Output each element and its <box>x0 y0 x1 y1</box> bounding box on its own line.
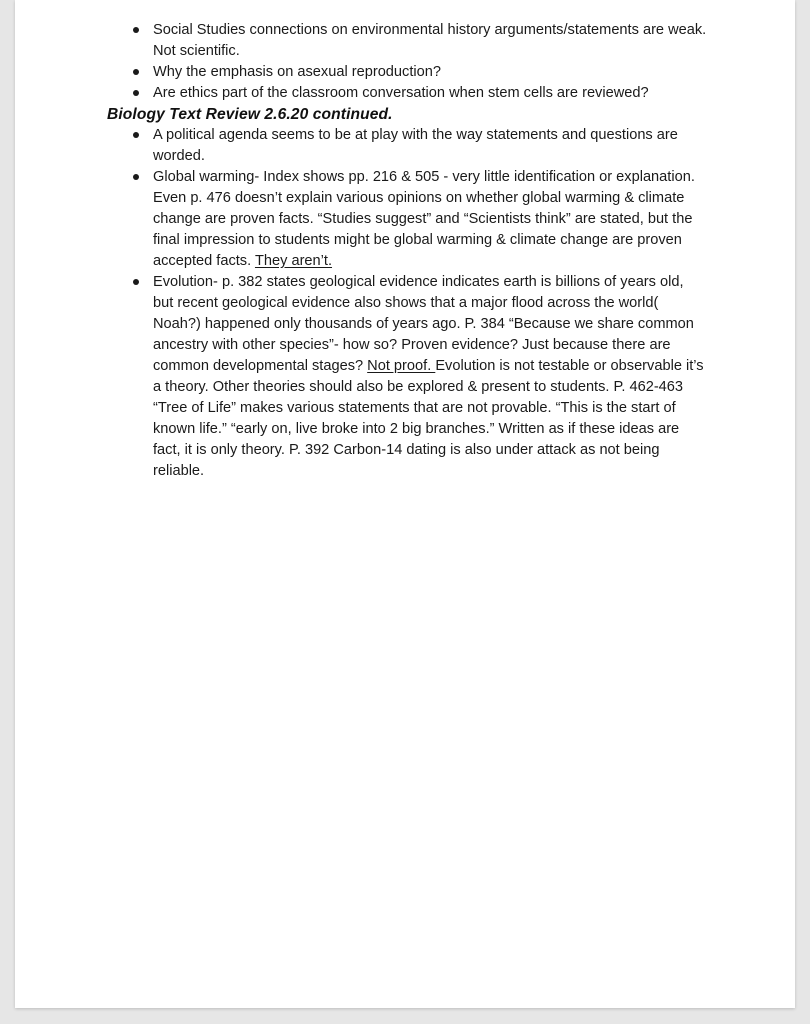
top-bullet-list <box>107 20 707 104</box>
list-item-text: Evolution- p. 382 states geological evidence indicates earth is billions of years old, but recent geological evidence also shows that a major flood across the world( Noah?) happened only thousands of years ago. P. 384 “Because we share common ancestry with other species”- how so? Proven evidence? Just because there are common developmental stages? <box>153 274 694 374</box>
document-content <box>107 20 707 482</box>
document-page <box>15 0 795 1008</box>
list-item <box>153 272 707 482</box>
list-item-text: Global warming- Index shows pp. 216 & 505 - very little identification or explanation. Even p. 476 doesn’t explain various opinions on whether global warming & climate change are proven facts. “Studies suggest” and “Scientists think” are stated, but the final impression to students might be global warming & climate change are proven accepted facts. <box>153 169 695 269</box>
underlined-text: They aren’t. <box>254 253 333 269</box>
list-item <box>153 167 707 272</box>
list-item-text: Evolution is not testable or observable it’s a theory. Other theories should also be explored & present to students. P. 462-463 “Tree of Life” makes various statements that are not provable. “This is the start of known life.” “early on, live broke into 2 big branches.” Written as if these ideas are fact, it is only theory. P. 392 Carbon-14 dating is also under attack as not being reliable. <box>153 358 704 479</box>
list-item: Are ethics part of the classroom conversation when stem cells are reviewed? <box>153 83 707 104</box>
list-item: A political agenda seems to be at play with the way statements and questions are worded. <box>153 125 707 167</box>
list-item: Social Studies connections on environmental history arguments/statements are weak. Not scientific. <box>153 20 707 62</box>
review-bullet-list <box>107 125 707 482</box>
underlined-text: Not proof. <box>367 358 436 374</box>
section-heading: Biology Text Review 2.6.20 continued. <box>107 106 393 123</box>
list-item: Why the emphasis on asexual reproduction? <box>153 62 707 83</box>
